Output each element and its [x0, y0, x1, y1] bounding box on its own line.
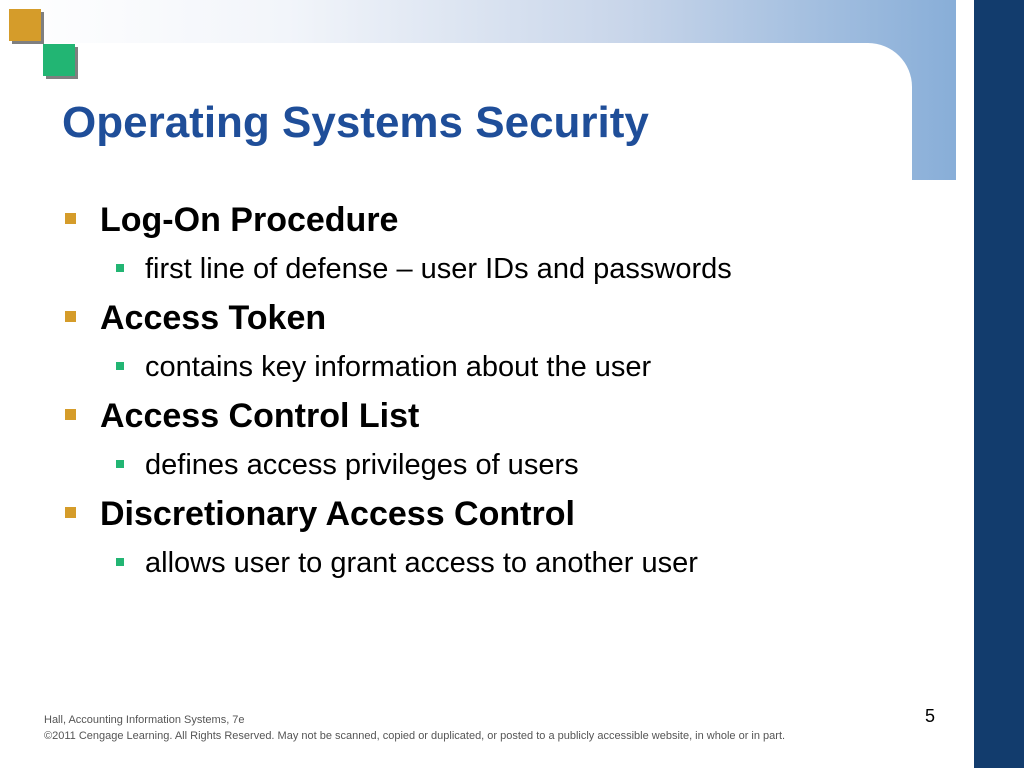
right-sidebar-bar — [974, 0, 1024, 768]
bullet-square-icon — [65, 507, 76, 518]
bullet-heading — [100, 392, 419, 440]
bullet-heading-text: Access Control List — [100, 397, 420, 435]
sub-bullet — [145, 544, 698, 582]
sub-bullet — [145, 250, 732, 288]
bullet-heading-text: Discretionary Access Control — [100, 495, 575, 533]
sub-bullet-text: defines access privileges of users — [145, 449, 579, 481]
decorative-green-square-icon — [43, 44, 75, 76]
bullet-heading-text: Log-On Procedure — [100, 201, 399, 239]
page-number: 5 — [925, 706, 936, 726]
bullet-heading-text: Access Token — [100, 299, 327, 337]
sub-bullet-text: contains key information about the user — [145, 351, 652, 383]
bullet-square-icon — [65, 409, 76, 420]
bullet-square-icon — [65, 213, 76, 224]
sub-bullet — [145, 348, 651, 386]
bullet-list — [0, 196, 920, 588]
bullet-item — [0, 490, 920, 588]
footer-text — [44, 712, 785, 744]
decorative-orange-square-icon — [9, 9, 41, 41]
bullet-item — [0, 196, 920, 294]
sub-bullet-text: first line of defense – user IDs and passwords — [145, 253, 732, 285]
bullet-item — [0, 392, 920, 490]
sub-bullet-square-icon — [116, 558, 124, 566]
bullet-heading — [100, 196, 398, 244]
bullet-square-icon — [65, 311, 76, 322]
sub-bullet — [145, 446, 579, 484]
sub-bullet-square-icon — [116, 264, 124, 272]
sub-bullet-square-icon — [116, 460, 124, 468]
bullet-heading — [100, 490, 575, 538]
footer-copyright: ©2011 Cengage Learning. All Rights Reserved. May not be scanned, copied or duplicated, or posted to a publicly accessible website, in whole or in part. — [44, 730, 786, 742]
bullet-heading — [100, 294, 326, 342]
slide-title: Operating Systems Security — [62, 98, 649, 147]
sub-bullet-square-icon — [116, 362, 124, 370]
sub-bullet-text: allows user to grant access to another user — [145, 547, 698, 579]
bullet-item — [0, 294, 920, 392]
footer-source: Hall, Accounting Information Systems, 7e — [44, 714, 245, 726]
